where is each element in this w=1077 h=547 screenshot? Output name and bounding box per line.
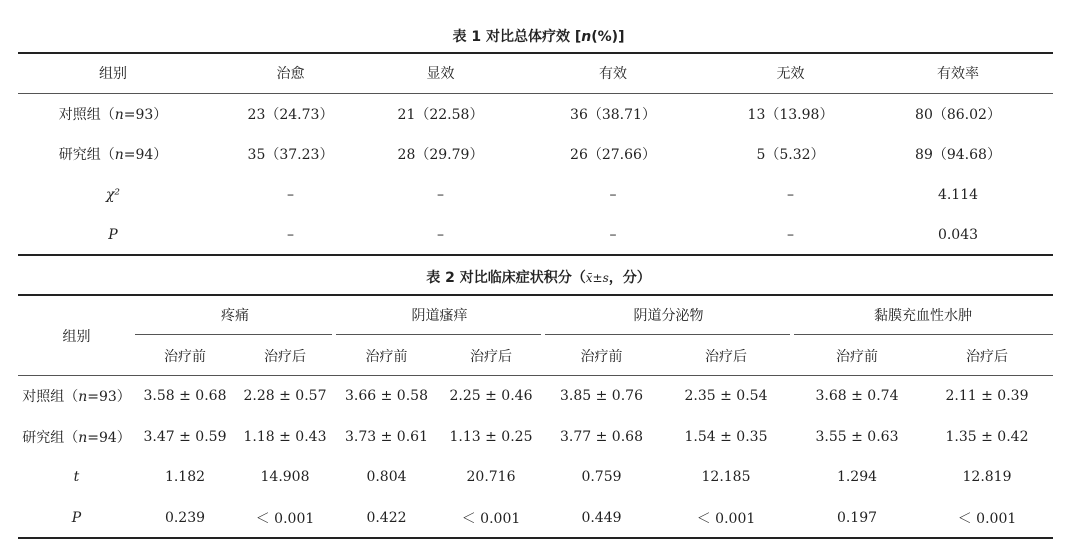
row-label-n: n bbox=[114, 106, 124, 123]
table2-caption bbox=[0, 268, 1077, 288]
table-cell: 2.11 ± 0.39 bbox=[945, 388, 1029, 405]
table-row bbox=[18, 94, 1053, 135]
table2-group-header: 组别 bbox=[62, 328, 91, 345]
row-label-n: n bbox=[114, 147, 124, 164]
table-row bbox=[18, 175, 1053, 216]
row-label-n: n bbox=[78, 429, 88, 446]
table2-subheader: 治疗后 bbox=[264, 348, 306, 365]
table2-caption-suffix: ，分） bbox=[608, 270, 651, 286]
table1-header-row bbox=[18, 53, 1053, 94]
table-cell: – bbox=[437, 227, 444, 244]
row-label-pre: 研究组（ bbox=[58, 147, 115, 164]
table2-subheader: 治疗后 bbox=[470, 348, 512, 365]
row-label-post: =93） bbox=[87, 389, 131, 406]
table-cell: 12.819 bbox=[962, 469, 1012, 486]
row-label-post: =93） bbox=[123, 106, 168, 123]
table-cell: 3.66 ± 0.58 bbox=[345, 388, 428, 405]
table-cell: – bbox=[287, 186, 294, 203]
table-cell: – bbox=[287, 227, 294, 244]
table2-subheader: 治疗前 bbox=[836, 348, 878, 365]
row-label-post: =94） bbox=[123, 147, 168, 164]
table1 bbox=[18, 53, 1053, 256]
table2-subheader-row bbox=[18, 336, 1053, 377]
table-cell: 35（37.23） bbox=[247, 147, 334, 164]
table-cell: 3.68 ± 0.74 bbox=[815, 388, 899, 405]
table-row bbox=[18, 457, 1053, 498]
table-cell: 5（5.32） bbox=[756, 147, 825, 164]
row-label-chi-square: χ² bbox=[105, 186, 121, 203]
row-label-pre: 对照组（ bbox=[22, 389, 79, 406]
table2-group: 黏膜充血性水肿 bbox=[874, 308, 972, 325]
row-label-pre: 研究组（ bbox=[22, 429, 79, 446]
table-cell: 20.716 bbox=[466, 469, 516, 486]
table-cell: 3.73 ± 0.61 bbox=[345, 428, 428, 445]
table-cell: 3.77 ± 0.68 bbox=[560, 428, 643, 445]
table-cell: – bbox=[787, 186, 794, 203]
table2-caption-prefix: 表 2 对比临床症状积分（ bbox=[426, 270, 586, 286]
table2-group: 疼痛 bbox=[221, 308, 249, 325]
table-cell: 2.28 ± 0.57 bbox=[243, 388, 327, 405]
table1-header: 无效 bbox=[776, 66, 805, 83]
table-cell: 4.114 bbox=[937, 186, 979, 203]
row-label-p: P bbox=[71, 509, 82, 526]
table1-caption-suffix: (%)] bbox=[591, 29, 625, 45]
table-cell: 28（29.79） bbox=[397, 147, 484, 164]
table2-subheader: 治疗前 bbox=[580, 348, 623, 365]
table-cell: 0.239 bbox=[164, 509, 206, 526]
table-cell: 1.54 ± 0.35 bbox=[684, 428, 768, 445]
table1-header: 有效 bbox=[599, 66, 627, 83]
table2-group-row bbox=[18, 295, 1053, 336]
table-row bbox=[18, 134, 1053, 175]
table-cell: ＜ 0.001 bbox=[957, 510, 1017, 527]
table2-subheader: 治疗前 bbox=[365, 348, 408, 365]
row-label-p: P bbox=[108, 227, 118, 244]
row-label-t: t bbox=[73, 469, 80, 486]
table2-subheader: 治疗后 bbox=[966, 348, 1008, 365]
table1-caption-prefix: 表 1 对比总体疗效 [ bbox=[452, 29, 582, 45]
table-cell: ＜ 0.001 bbox=[255, 510, 315, 527]
table2-group: 阴道瘙痒 bbox=[411, 308, 468, 325]
table-cell: 1.13 ± 0.25 bbox=[449, 428, 533, 445]
table2-group: 阴道分泌物 bbox=[633, 308, 704, 325]
table-cell: 3.55 ± 0.63 bbox=[815, 428, 899, 445]
table-cell: – bbox=[609, 227, 617, 244]
table-cell: 80（86.02） bbox=[915, 106, 1001, 123]
table-cell: 13（13.98） bbox=[747, 106, 834, 123]
table1-header: 有效率 bbox=[937, 66, 979, 83]
table-row bbox=[18, 376, 1053, 417]
table-cell: 23（24.73） bbox=[247, 106, 334, 123]
table-cell: 12.185 bbox=[701, 469, 751, 486]
table-cell: 3.85 ± 0.76 bbox=[560, 388, 643, 405]
table1-caption bbox=[0, 27, 1077, 47]
table-row bbox=[18, 417, 1053, 458]
table1-header: 治愈 bbox=[276, 66, 305, 83]
row-label-n: n bbox=[78, 389, 88, 406]
table1-header: 组别 bbox=[99, 66, 127, 83]
table-cell: 1.35 ± 0.42 bbox=[945, 428, 1029, 445]
table-cell: 2.25 ± 0.46 bbox=[449, 388, 533, 405]
table1-header: 显效 bbox=[426, 66, 455, 83]
table-cell: 36（38.71） bbox=[570, 106, 656, 123]
table-cell: – bbox=[787, 227, 794, 244]
table-cell: 89（94.68） bbox=[915, 147, 1001, 164]
table-cell: 0.043 bbox=[937, 227, 979, 244]
table-cell: 1.182 bbox=[164, 469, 206, 486]
table2 bbox=[18, 295, 1053, 538]
table-cell: – bbox=[437, 186, 444, 203]
table-row bbox=[18, 215, 1053, 256]
table-cell: 21（22.58） bbox=[397, 106, 484, 123]
table-cell: 26（27.66） bbox=[570, 147, 656, 164]
row-label-pre: 对照组（ bbox=[58, 106, 115, 123]
table1-caption-n: n bbox=[581, 29, 592, 45]
table-cell: 1.18 ± 0.43 bbox=[243, 428, 327, 445]
table-cell: 0.197 bbox=[836, 509, 878, 526]
table-cell: 3.58 ± 0.68 bbox=[143, 388, 227, 405]
table-cell: ＜ 0.001 bbox=[696, 510, 756, 527]
row-label bbox=[18, 134, 208, 175]
row-label bbox=[18, 376, 135, 417]
table-cell: 0.422 bbox=[366, 509, 407, 526]
table-cell: 2.35 ± 0.54 bbox=[684, 388, 768, 405]
table-row bbox=[18, 498, 1053, 539]
row-label-post: =94） bbox=[87, 429, 131, 446]
table-cell: 0.759 bbox=[581, 469, 622, 486]
table-cell: 0.449 bbox=[581, 509, 622, 526]
row-label bbox=[18, 94, 208, 135]
table-cell: ＜ 0.001 bbox=[461, 510, 521, 527]
table2-subheader: 治疗前 bbox=[164, 348, 206, 365]
table-cell: 3.47 ± 0.59 bbox=[143, 428, 227, 445]
table2-subheader: 治疗后 bbox=[705, 348, 747, 365]
table-cell: 0.804 bbox=[366, 469, 407, 486]
table-cell: 14.908 bbox=[260, 469, 310, 486]
table-cell: 1.294 bbox=[836, 469, 878, 486]
table2-caption-stat: x̄±s bbox=[585, 271, 609, 285]
table-cell: – bbox=[609, 186, 617, 203]
row-label bbox=[18, 417, 135, 458]
